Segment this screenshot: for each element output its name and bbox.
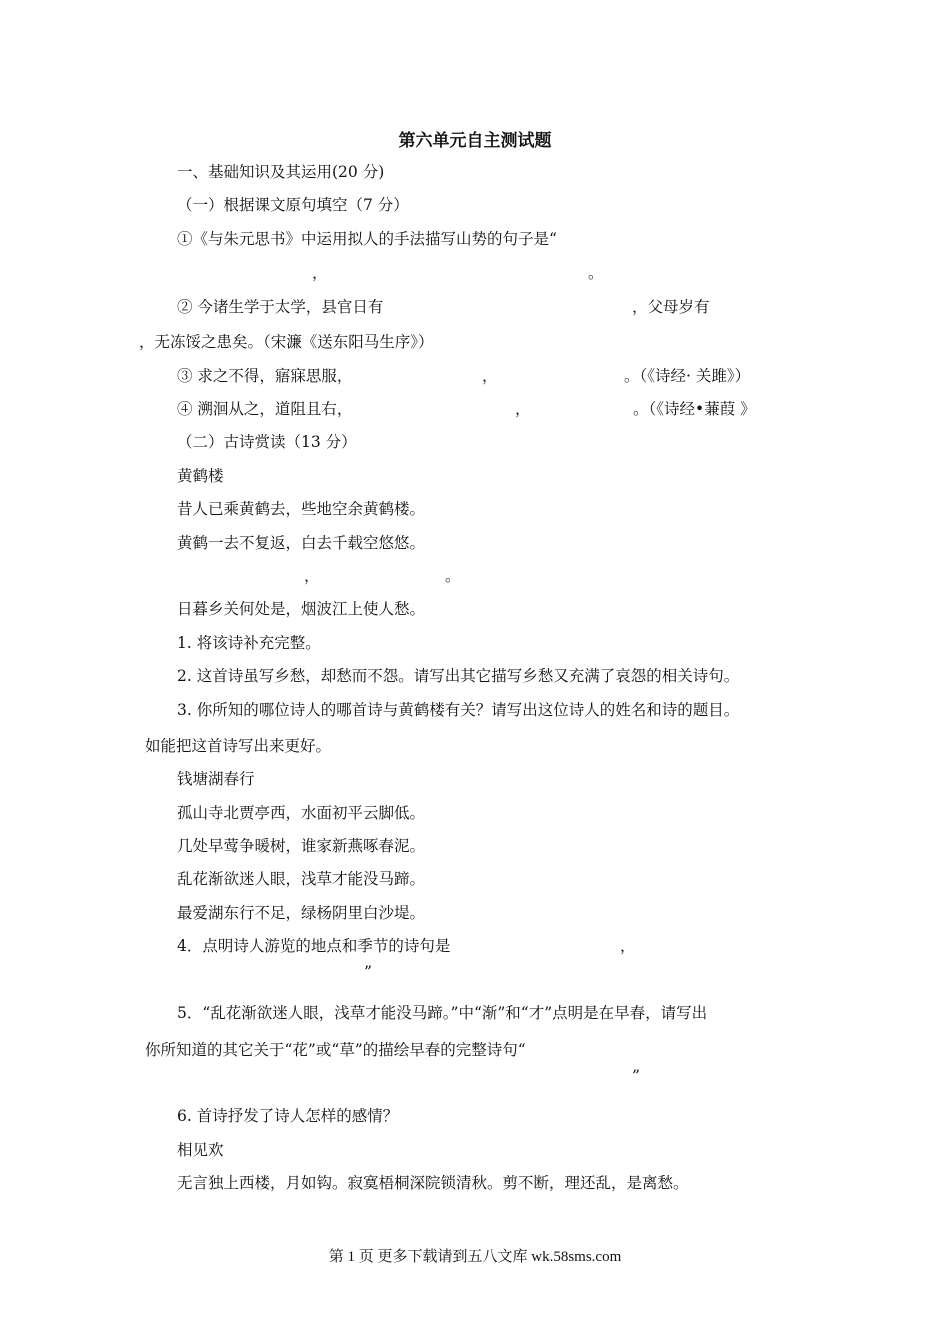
poem-line: 几处早莺争暖树，谁家新燕啄春泥。	[177, 837, 426, 855]
question-text: 3. 你所知的哪位诗人的哪首诗与黄鹤楼有关？请写出这位诗人的姓名和诗的题目。	[177, 701, 740, 719]
question-4-end: 。（《诗经•蒹葭 》	[633, 400, 756, 418]
question-blank-end: ”	[364, 963, 372, 981]
poem-title: 黄鹤楼	[177, 467, 224, 485]
poem-line: 日暮乡关何处是，烟波江上使人愁。	[177, 600, 426, 618]
poem-line: 无言独上西楼，月如钩。寂寞梧桐深院锁清秋。剪不断，理还乱，是离愁。	[177, 1174, 689, 1192]
question-text: 1. 将该诗补充完整。	[177, 634, 321, 652]
question-1-comma: ，	[312, 264, 328, 282]
question-text-continued: 如能把这首诗写出来更好。	[145, 737, 332, 755]
question-blank-comma: ，	[620, 937, 636, 955]
poem-line: 昔人已乘黄鹤去，些地空余黄鹤楼。	[177, 500, 426, 518]
question-1-text: ①《与朱元思书》中运用拟人的手法描写山势的句子是“	[177, 230, 557, 248]
question-2-end: ，无冻馁之患矣。（宋濂《送东阳马生序》）	[139, 333, 434, 351]
question-blank-end: ”	[632, 1067, 640, 1085]
page-title: 第六单元自主测试题	[398, 131, 552, 151]
question-4-text: ④ 溯洄从之，道阻且右，	[177, 400, 353, 418]
poem-title: 钱塘湖春行	[177, 770, 255, 788]
question-1-end: 。	[588, 264, 604, 282]
poem-line: 乱花渐欲迷人眼，浅草才能没马蹄。	[177, 870, 426, 888]
question-3-text: ③ 求之不得，寤寐思服，	[177, 367, 353, 385]
poem-line: 黄鹤一去不复返，白去千载空悠悠。	[177, 534, 426, 552]
question-text: 6. 首诗抒发了诗人怎样的感情？	[177, 1107, 399, 1125]
section-heading: 一、基础知识及其运用(20 分)	[177, 163, 385, 181]
part-heading-poetry: （二）古诗赏读（13 分）	[177, 433, 357, 451]
question-4-comma: ，	[515, 400, 531, 418]
poem-title: 相见欢	[177, 1141, 224, 1159]
question-text: 5．“乱花渐欲迷人眼，浅草才能没马蹄。”中“渐”和“才”点明是在早春，请写出	[177, 1004, 708, 1022]
page-footer: 第 1 页 更多下载请到五八文库 wk.58sms.com	[328, 1249, 622, 1265]
poem-blank-end: 。	[445, 567, 461, 585]
poem-blank-comma: ，	[304, 567, 320, 585]
question-text: 4．点明诗人游览的地点和季节的诗句是	[177, 937, 451, 955]
question-3-comma: ，	[482, 367, 498, 385]
question-text: 2. 这首诗虽写乡愁，却愁而不怨。请写出其它描写乡愁又充满了哀怨的相关诗句。	[177, 667, 740, 685]
question-2-middle: ，父母岁有	[632, 298, 710, 316]
poem-line: 孤山寺北贾亭西，水面初平云脚低。	[177, 804, 426, 822]
question-3-end: 。（《诗经· 关雎》）	[624, 367, 751, 385]
question-text-continued: 你所知道的其它关于“花”或“草”的描绘早春的完整诗句“	[145, 1041, 526, 1059]
poem-line: 最爱湖东行不足，绿杨阴里白沙堤。	[177, 904, 426, 922]
part-heading-fill-in: （一）根据课文原句填空（7 分）	[177, 196, 409, 214]
question-2-text: ② 今诸生学于太学，县官日有	[177, 298, 384, 316]
